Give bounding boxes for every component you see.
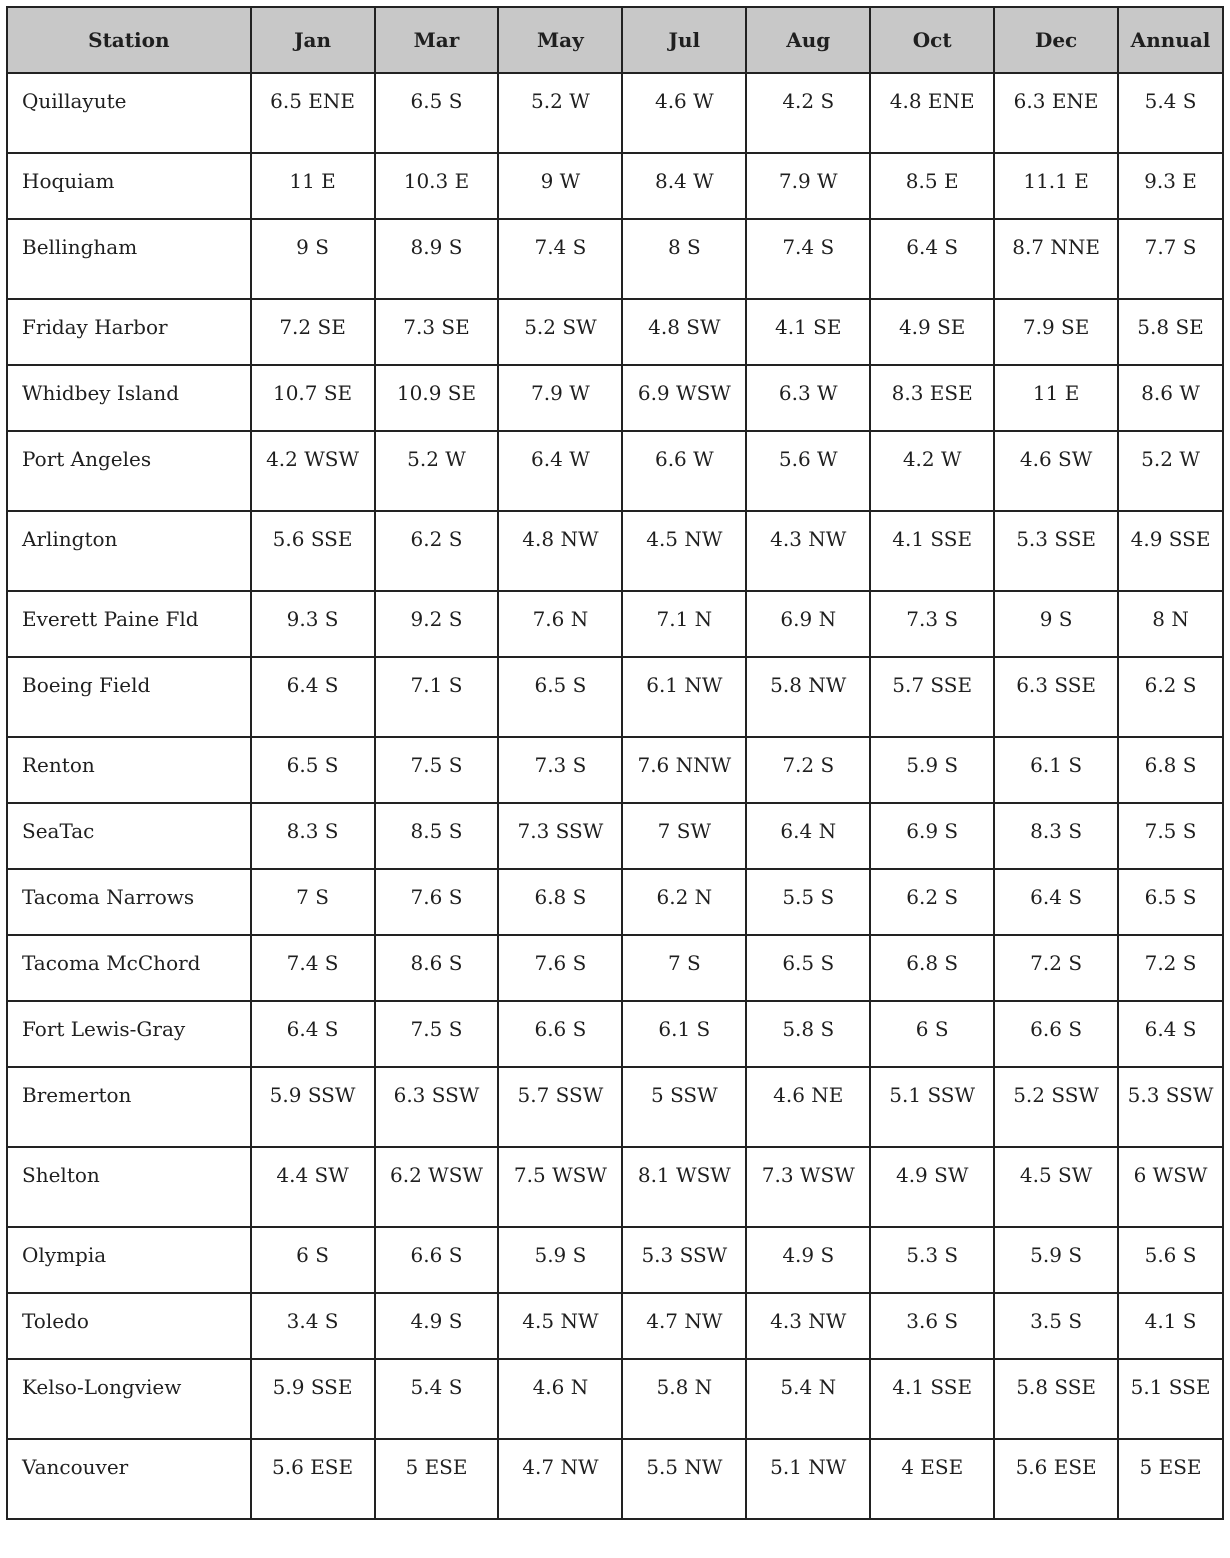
table-cell: 5.4 N <box>746 1359 870 1439</box>
table-cell: 7.9 W <box>746 153 870 219</box>
table-cell: 8.3 S <box>251 803 375 869</box>
table-row <box>7 1359 1223 1439</box>
table-cell: 6.6 S <box>498 1001 622 1067</box>
table-cell: 7.6 NNW <box>622 737 746 803</box>
table-cell: 5.2 W <box>1118 431 1223 511</box>
table-row <box>7 365 1223 431</box>
station-name: Shelton <box>7 1147 251 1227</box>
station-name: Olympia <box>7 1227 251 1293</box>
table-cell: 6.2 S <box>1118 657 1223 737</box>
table-cell: 7.6 S <box>375 869 499 935</box>
table-cell: 6.5 S <box>746 935 870 1001</box>
station-name: SeaTac <box>7 803 251 869</box>
column-header-may: May <box>498 7 622 73</box>
table-cell: 5.3 SSW <box>1118 1067 1223 1147</box>
table-cell: 4.2 WSW <box>251 431 375 511</box>
table-cell: 6.2 S <box>375 511 499 591</box>
table-cell: 4.9 SSE <box>1118 511 1223 591</box>
table-cell: 5.5 S <box>746 869 870 935</box>
station-name: Tacoma McChord <box>7 935 251 1001</box>
table-cell: 5.9 SSW <box>251 1067 375 1147</box>
table-cell: 5.2 W <box>498 73 622 153</box>
table-cell: 6.1 S <box>622 1001 746 1067</box>
station-name: Boeing Field <box>7 657 251 737</box>
table-cell: 5.9 SSE <box>251 1359 375 1439</box>
table-cell: 5 ESE <box>1118 1439 1223 1519</box>
table-cell: 5.1 SSE <box>1118 1359 1223 1439</box>
station-name: Whidbey Island <box>7 365 251 431</box>
table-cell: 7 S <box>251 869 375 935</box>
table-cell: 4.9 S <box>375 1293 499 1359</box>
table-cell: 7.3 SE <box>375 299 499 365</box>
station-name: Hoquiam <box>7 153 251 219</box>
table-cell: 7.4 S <box>251 935 375 1001</box>
table-cell: 4.3 NW <box>746 511 870 591</box>
table-cell: 9 S <box>994 591 1118 657</box>
table-row <box>7 869 1223 935</box>
table-cell: 6.2 S <box>870 869 994 935</box>
table-cell: 5.3 SSW <box>622 1227 746 1293</box>
table-cell: 5.9 S <box>994 1227 1118 1293</box>
table-cell: 6.8 S <box>1118 737 1223 803</box>
table-cell: 5.6 W <box>746 431 870 511</box>
table-cell: 9.3 S <box>251 591 375 657</box>
table-cell: 6 WSW <box>1118 1147 1223 1227</box>
table-cell: 6.5 S <box>251 737 375 803</box>
table-cell: 4.1 SSE <box>870 511 994 591</box>
table-cell: 4.9 S <box>746 1227 870 1293</box>
station-name: Kelso-Longview <box>7 1359 251 1439</box>
table-cell: 6.8 S <box>870 935 994 1001</box>
table-cell: 5.2 W <box>375 431 499 511</box>
table-row <box>7 299 1223 365</box>
table-container <box>6 6 1224 1520</box>
table-cell: 7.7 S <box>1118 219 1223 299</box>
table-cell: 5.5 NW <box>622 1439 746 1519</box>
table-cell: 4.6 NE <box>746 1067 870 1147</box>
column-header-oct: Oct <box>870 7 994 73</box>
table-cell: 6 S <box>870 1001 994 1067</box>
table-cell: 7.3 WSW <box>746 1147 870 1227</box>
table-cell: 5.8 N <box>622 1359 746 1439</box>
table-cell: 7.2 S <box>1118 935 1223 1001</box>
table-cell: 5.8 SSE <box>994 1359 1118 1439</box>
table-cell: 7.9 SE <box>994 299 1118 365</box>
table-cell: 4.4 SW <box>251 1147 375 1227</box>
table-row <box>7 591 1223 657</box>
table-cell: 7.3 SSW <box>498 803 622 869</box>
table-row <box>7 431 1223 511</box>
table-cell: 4.5 NW <box>498 1293 622 1359</box>
table-cell: 6.9 S <box>870 803 994 869</box>
table-cell: 6.6 S <box>994 1001 1118 1067</box>
table-cell: 8.4 W <box>622 153 746 219</box>
table-cell: 4.8 ENE <box>870 73 994 153</box>
table-row <box>7 1147 1223 1227</box>
table-row <box>7 1439 1223 1519</box>
table-cell: 6.2 WSW <box>375 1147 499 1227</box>
table-cell: 7.1 N <box>622 591 746 657</box>
table-cell: 6.1 NW <box>622 657 746 737</box>
table-cell: 8.3 ESE <box>870 365 994 431</box>
station-name: Bellingham <box>7 219 251 299</box>
table-cell: 6.5 S <box>375 73 499 153</box>
table-cell: 6.9 WSW <box>622 365 746 431</box>
table-cell: 6.4 S <box>251 657 375 737</box>
table-cell: 5.8 SE <box>1118 299 1223 365</box>
table-cell: 4.1 SE <box>746 299 870 365</box>
table-cell: 7.5 S <box>375 737 499 803</box>
table-row <box>7 73 1223 153</box>
table-cell: 5 ESE <box>375 1439 499 1519</box>
table-cell: 5 SSW <box>622 1067 746 1147</box>
column-header-jul: Jul <box>622 7 746 73</box>
table-row <box>7 511 1223 591</box>
table-cell: 10.3 E <box>375 153 499 219</box>
table-cell: 5.6 S <box>1118 1227 1223 1293</box>
table-cell: 4.6 N <box>498 1359 622 1439</box>
table-cell: 6.6 S <box>375 1227 499 1293</box>
table-cell: 5.1 SSW <box>870 1067 994 1147</box>
table-cell: 5.2 SSW <box>994 1067 1118 1147</box>
header-row <box>7 7 1223 73</box>
table-cell: 4.1 S <box>1118 1293 1223 1359</box>
table-row <box>7 219 1223 299</box>
table-cell: 8.6 W <box>1118 365 1223 431</box>
table-cell: 7.6 N <box>498 591 622 657</box>
table-cell: 8.3 S <box>994 803 1118 869</box>
table-cell: 5.2 SW <box>498 299 622 365</box>
table-cell: 4.6 SW <box>994 431 1118 511</box>
station-name: Vancouver <box>7 1439 251 1519</box>
table-cell: 6.1 S <box>994 737 1118 803</box>
table-cell: 3.6 S <box>870 1293 994 1359</box>
table-cell: 4.5 NW <box>622 511 746 591</box>
table-cell: 11 E <box>994 365 1118 431</box>
table-cell: 6.5 S <box>498 657 622 737</box>
table-cell: 4.6 W <box>622 73 746 153</box>
table-cell: 6.4 S <box>870 219 994 299</box>
table-cell: 7.4 S <box>498 219 622 299</box>
column-header-dec: Dec <box>994 7 1118 73</box>
table-cell: 9 W <box>498 153 622 219</box>
table-cell: 5.4 S <box>1118 73 1223 153</box>
table-cell: 6.9 N <box>746 591 870 657</box>
table-row <box>7 657 1223 737</box>
table-cell: 7.9 W <box>498 365 622 431</box>
table-cell: 6.4 S <box>1118 1001 1223 1067</box>
table-cell: 5.6 ESE <box>251 1439 375 1519</box>
table-cell: 3.5 S <box>994 1293 1118 1359</box>
table-cell: 7.5 WSW <box>498 1147 622 1227</box>
station-name: Quillayute <box>7 73 251 153</box>
table-cell: 5.4 S <box>375 1359 499 1439</box>
table-cell: 7.4 S <box>746 219 870 299</box>
column-header-annual: Annual <box>1118 7 1223 73</box>
table-cell: 7.3 S <box>870 591 994 657</box>
table-cell: 5.3 S <box>870 1227 994 1293</box>
station-name: Tacoma Narrows <box>7 869 251 935</box>
table-cell: 7 S <box>622 935 746 1001</box>
table-cell: 6.2 N <box>622 869 746 935</box>
station-name: Bremerton <box>7 1067 251 1147</box>
table-cell: 10.9 SE <box>375 365 499 431</box>
table-cell: 5.8 S <box>746 1001 870 1067</box>
station-name: Arlington <box>7 511 251 591</box>
station-name: Renton <box>7 737 251 803</box>
table-cell: 5.6 ESE <box>994 1439 1118 1519</box>
table-cell: 5.9 S <box>870 737 994 803</box>
station-name: Friday Harbor <box>7 299 251 365</box>
table-cell: 9 S <box>251 219 375 299</box>
table-cell: 6.3 ENE <box>994 73 1118 153</box>
table-cell: 7.5 S <box>375 1001 499 1067</box>
station-name: Port Angeles <box>7 431 251 511</box>
table-cell: 8 N <box>1118 591 1223 657</box>
table-cell: 4.7 NW <box>498 1439 622 1519</box>
table-cell: 4.9 SW <box>870 1147 994 1227</box>
table-row <box>7 1067 1223 1147</box>
table-cell: 3.4 S <box>251 1293 375 1359</box>
table-cell: 6.5 ENE <box>251 73 375 153</box>
table-row <box>7 737 1223 803</box>
column-header-aug: Aug <box>746 7 870 73</box>
table-cell: 5.1 NW <box>746 1439 870 1519</box>
table-cell: 8.7 NNE <box>994 219 1118 299</box>
column-header-station: Station <box>7 7 251 73</box>
table-cell: 7.1 S <box>375 657 499 737</box>
table-cell: 4 ESE <box>870 1439 994 1519</box>
table-cell: 11 E <box>251 153 375 219</box>
table-cell: 4.2 S <box>746 73 870 153</box>
table-cell: 4.8 NW <box>498 511 622 591</box>
table-cell: 5.8 NW <box>746 657 870 737</box>
table-cell: 8.5 S <box>375 803 499 869</box>
table-cell: 11.1 E <box>994 153 1118 219</box>
table-cell: 9.2 S <box>375 591 499 657</box>
table-cell: 6.6 W <box>622 431 746 511</box>
table-row <box>7 935 1223 1001</box>
table-cell: 7.6 S <box>498 935 622 1001</box>
table-cell: 4.5 SW <box>994 1147 1118 1227</box>
column-header-mar: Mar <box>375 7 499 73</box>
table-cell: 7.2 S <box>994 935 1118 1001</box>
table-cell: 10.7 SE <box>251 365 375 431</box>
table-cell: 4.2 W <box>870 431 994 511</box>
table-cell: 5.9 S <box>498 1227 622 1293</box>
table-cell: 7.2 SE <box>251 299 375 365</box>
table-cell: 5.7 SSW <box>498 1067 622 1147</box>
table-cell: 7.5 S <box>1118 803 1223 869</box>
table-cell: 6.3 W <box>746 365 870 431</box>
station-name: Toledo <box>7 1293 251 1359</box>
table-cell: 6.4 W <box>498 431 622 511</box>
table-row <box>7 153 1223 219</box>
table-cell: 8 S <box>622 219 746 299</box>
table-cell: 5.6 SSE <box>251 511 375 591</box>
table-row <box>7 1227 1223 1293</box>
table-cell: 4.9 SE <box>870 299 994 365</box>
table-cell: 5.7 SSE <box>870 657 994 737</box>
station-name: Everett Paine Fld <box>7 591 251 657</box>
station-name: Fort Lewis-Gray <box>7 1001 251 1067</box>
table-row <box>7 1001 1223 1067</box>
table-row <box>7 1293 1223 1359</box>
table-cell: 6.4 S <box>251 1001 375 1067</box>
table-cell: 6.4 N <box>746 803 870 869</box>
table-cell: 4.1 SSE <box>870 1359 994 1439</box>
table-cell: 9.3 E <box>1118 153 1223 219</box>
table-cell: 8.5 E <box>870 153 994 219</box>
table-cell: 8.1 WSW <box>622 1147 746 1227</box>
table-cell: 6.3 SSE <box>994 657 1118 737</box>
table-cell: 8.6 S <box>375 935 499 1001</box>
table-cell: 4.8 SW <box>622 299 746 365</box>
table-cell: 6 S <box>251 1227 375 1293</box>
wind-data-table <box>6 6 1224 1520</box>
table-row <box>7 803 1223 869</box>
table-cell: 7.3 S <box>498 737 622 803</box>
table-cell: 7.2 S <box>746 737 870 803</box>
table-cell: 8.9 S <box>375 219 499 299</box>
table-cell: 6.4 S <box>994 869 1118 935</box>
table-cell: 6.5 S <box>1118 869 1223 935</box>
column-header-jan: Jan <box>251 7 375 73</box>
table-cell: 7 SW <box>622 803 746 869</box>
table-cell: 4.7 NW <box>622 1293 746 1359</box>
table-cell: 4.3 NW <box>746 1293 870 1359</box>
table-cell: 6.8 S <box>498 869 622 935</box>
table-cell: 6.3 SSW <box>375 1067 499 1147</box>
table-cell: 5.3 SSE <box>994 511 1118 591</box>
